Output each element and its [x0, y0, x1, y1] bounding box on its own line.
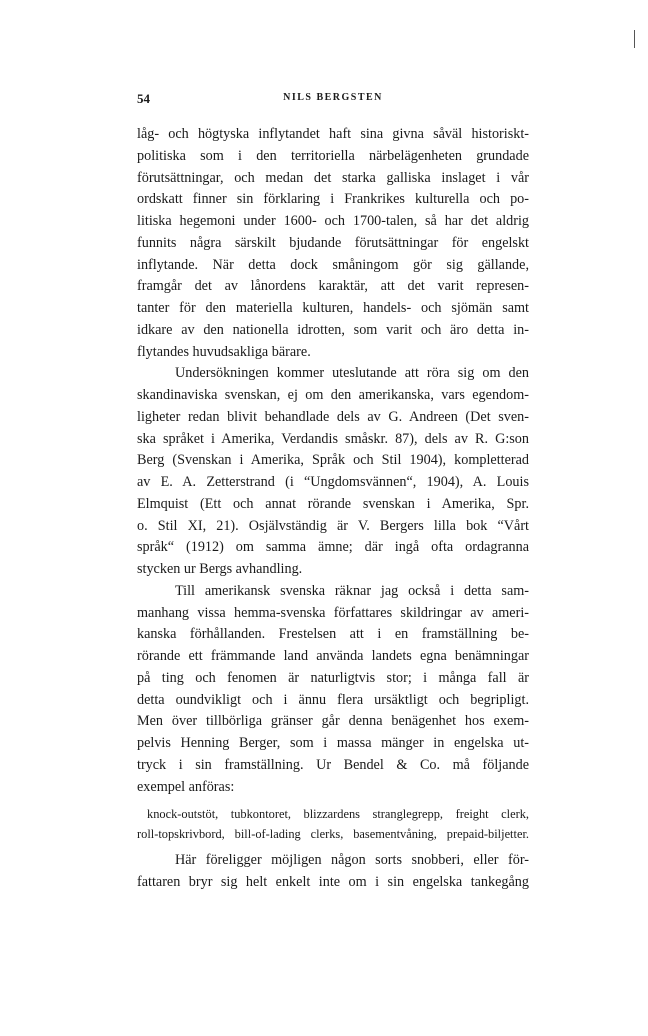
- scan-mark: [634, 30, 635, 48]
- paragraph: [137, 124, 529, 363]
- text-line: Här föreligger möjligen någon sorts snobberi, eller för-: [175, 852, 529, 869]
- text-line: manhang vissa hemma-svenska författares skildringar av ameri-: [137, 604, 529, 621]
- paragraph: [137, 363, 529, 581]
- text-line: litiska hegemoni under 1600- och 1700-talen, så har det aldrig: [137, 213, 529, 229]
- text-line: rörande ett främmande land använda landets egna benämningar: [137, 648, 529, 664]
- paragraph: [137, 581, 529, 799]
- text-line: idkare av den nationella idrotten, som varit och äro detta in-: [137, 321, 529, 338]
- example-line: knock-outstöt, tubkontoret, blizzardens stranglegrepp, freight clerk,: [147, 807, 529, 822]
- text-line: Till amerikansk svenska räknar jag också i detta sam-: [175, 582, 529, 599]
- text-line: stycken ur Bergs avhandling.: [137, 561, 303, 577]
- text-line: av E. A. Zetterstrand (i “Ungdomsvännen“, 1904), A. Louis: [137, 474, 529, 490]
- text-line: Elmquist (Ett och annat rörande svenskan i Amerika, Spr.: [137, 495, 529, 512]
- example-list: [137, 804, 529, 844]
- text-line: framgår det av lånordens karaktär, att det varit represen-: [137, 278, 529, 295]
- text-line: fattaren bryr sig helt enkelt inte om i sin engelska tankegång: [137, 874, 529, 890]
- text-line: flytandes huvudsakliga bärare.: [137, 343, 311, 360]
- text-line: Berg (Svenskan i Amerika, Språk och Stil 1904), kompletterad: [137, 452, 529, 469]
- text-line: Undersökningen kommer uteslutande att röra sig om den: [175, 365, 529, 382]
- text-line: låg- och högtyska inflytandet haft sina givna såväl historiskt-: [137, 126, 529, 142]
- text-line: på ting och fenomen är naturligtvis stor; i många fall är: [137, 669, 529, 686]
- text-line: o. Stil XI, 21). Osjälvständig är V. Bergers lilla bok “Vårt: [137, 517, 529, 534]
- body-text: [137, 124, 529, 894]
- text-line: exempel anföras:: [137, 778, 235, 795]
- running-head: NILS BERGSTEN: [283, 92, 383, 103]
- paragraph: [137, 850, 529, 894]
- text-line: förutsättningar, och medan det starka galliska inslaget i vår: [137, 169, 529, 186]
- text-line: ordskatt finner sin förklaring i Frankrikes kulturella och po-: [137, 191, 529, 208]
- text-line: ligheter redan blivit behandlade dels av G. Andreen (Det sven-: [137, 408, 529, 425]
- page-header: [137, 91, 529, 111]
- text-line: Men över tillbörliga gränser går denna benägenhet hos exem-: [137, 713, 529, 730]
- text-line: tryck i sin framställning. Ur Bendel & Co. må följande: [137, 756, 529, 773]
- text-line: detta oundvikligt och i ännu flera ursäktligt och begripligt.: [137, 691, 529, 708]
- text-line: pelvis Henning Berger, som i massa mänger in engelska ut-: [137, 735, 529, 751]
- text-line: kanska förhållanden. Frestelsen att i en framställning be-: [137, 626, 529, 643]
- text-line: politiska som i den territoriella närbelägenheten grundade: [137, 147, 529, 164]
- text-line: språk“ (1912) om samma ämne; där ingå ofta ordagranna: [137, 539, 529, 556]
- page-number: 54: [137, 91, 150, 106]
- text-line: skandinaviska svenskan, ej om den amerikanska, vars egendom-: [137, 387, 529, 403]
- text-line: tanter för den materiella kulturen, handels- och sjömän samt: [137, 300, 529, 316]
- text-line: ska språket i Amerika, Verdandis småskr. 87), dels av R. G:son: [137, 430, 529, 447]
- text-line: inflytande. När detta dock småningom gör sig gällande,: [137, 256, 529, 273]
- example-line: roll-topskrivbord, bill-of-lading clerks, basementvåning, prepaid-biljetter.: [137, 827, 529, 842]
- text-line: funnits några särskilt bjudande förutsättningar för engelskt: [137, 234, 529, 251]
